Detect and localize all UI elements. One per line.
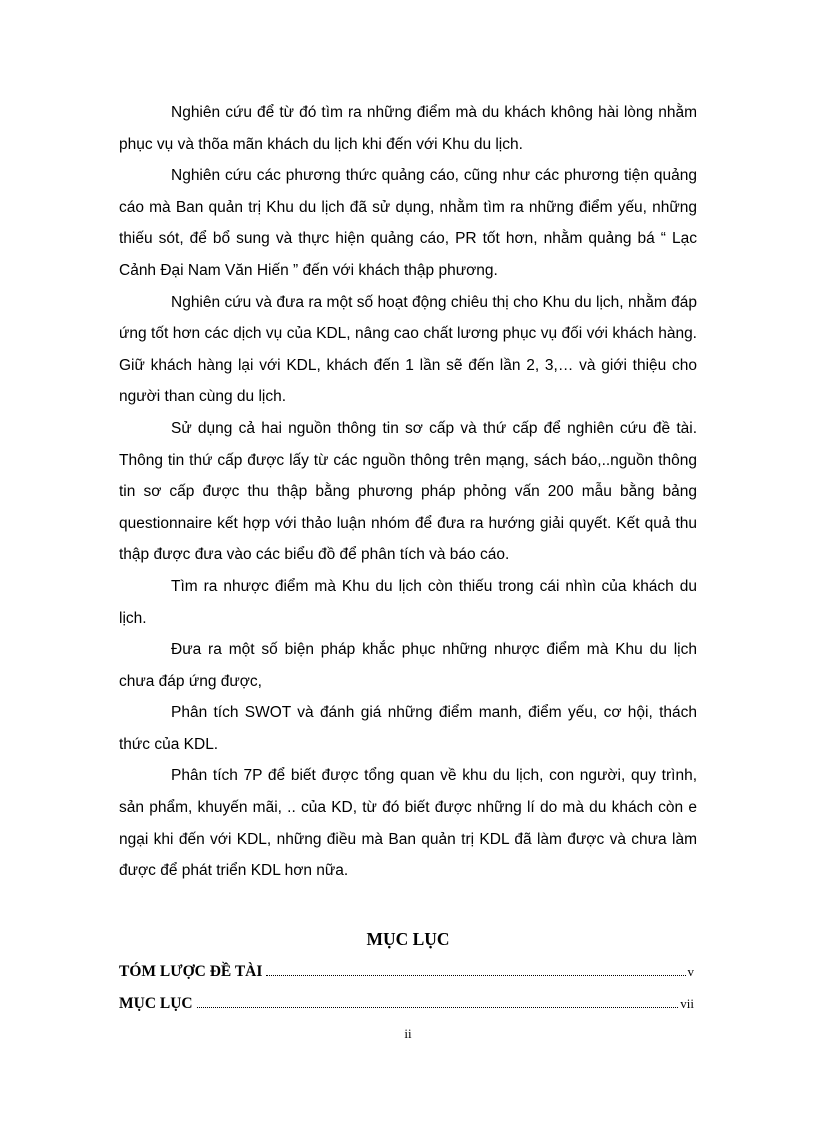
paragraph-1: Nghiên cứu để từ đó tìm ra những điểm mà du khách không hài lòng nhằm phục vụ và thõa mãn khách du lịch khi đến với Khu du lịch. [119,104,697,153]
paragraph-2: Nghiên cứu các phương thức quảng cáo, cũng như các phương tiện quảng cáo mà Ban quản trị Khu du lịch đã sử dụng, nhằm tìm ra những điểm yếu, những thiếu sót, để bổ sung và thực hiện quảng cáo, PR tốt hơn, nhằm quảng bá “ Lạc Cảnh Đại Nam Văn Hiến ” đến với khách thập phương. [119,167,697,279]
toc-dot-leader [266,974,685,976]
body-text [119,97,697,887]
toc-dot-leader [197,1006,679,1008]
toc-entry[interactable] [119,962,694,982]
paragraph-8: Phân tích 7P để biết được tổng quan về khu du lịch, con người, quy trình, sản phẩm, khuyến mãi, .. của KD, từ đó biết được những lí do mà du khách còn e ngại khi đến với KDL, những điều mà Ban quản trị KDL đã làm được và chưa làm được để phát triển KDL hơn nữa. [119,767,697,880]
toc-entry-page[interactable]: vii [680,996,694,1011]
toc-entry[interactable] [119,994,694,1014]
page-number: ii [404,1026,412,1041]
toc-entry-title[interactable]: MỤC LỤC [119,995,193,1012]
toc-heading: MỤC LỤC [366,929,450,949]
paragraph-7: Phân tích SWOT và đánh giá những điểm manh, điểm yếu, cơ hội, thách thức của KDL. [119,704,697,753]
paragraph-3: Nghiên cứu và đưa ra một số hoạt động chiêu thị cho Khu du lịch, nhằm đáp ứng tốt hơn các dịch vụ của KDL, nâng cao chất lương phục vụ đối với khách hàng. Giữ khách hàng lại với KDL, khách đến 1 lần sẽ đến lần 2, 3,… và giới thiệu cho người than cùng du lịch. [119,293,697,406]
paragraph-5: Tìm ra nhược điểm mà Khu du lịch còn thiếu trong cái nhìn của khách du lịch. [119,577,697,627]
paragraph-4: Sử dụng cả hai nguồn thông tin sơ cấp và thứ cấp để nghiên cứu đề tài. Thông tin thứ cấp được lấy từ các nguồn thông trên mạng, sách báo,..nguồn thông tin sơ cấp được thu thập bằng phương pháp phỏng vấn 200 mẫu bằng bảng questionnaire kết hợp với thảo luận nhóm để đưa ra hướng giải quyết. Kết quả thu thập được đưa vào các biểu đồ để phân tích và báo cáo. [119,419,697,564]
paragraph-6: Đưa ra một số biện pháp khắc phục những nhược điểm mà Khu du lịch chưa đáp ứng được, [119,641,697,690]
toc-entry-page[interactable]: v [687,964,694,979]
toc-entry-title[interactable]: TÓM LƯỢC ĐỀ TÀI [119,963,263,980]
